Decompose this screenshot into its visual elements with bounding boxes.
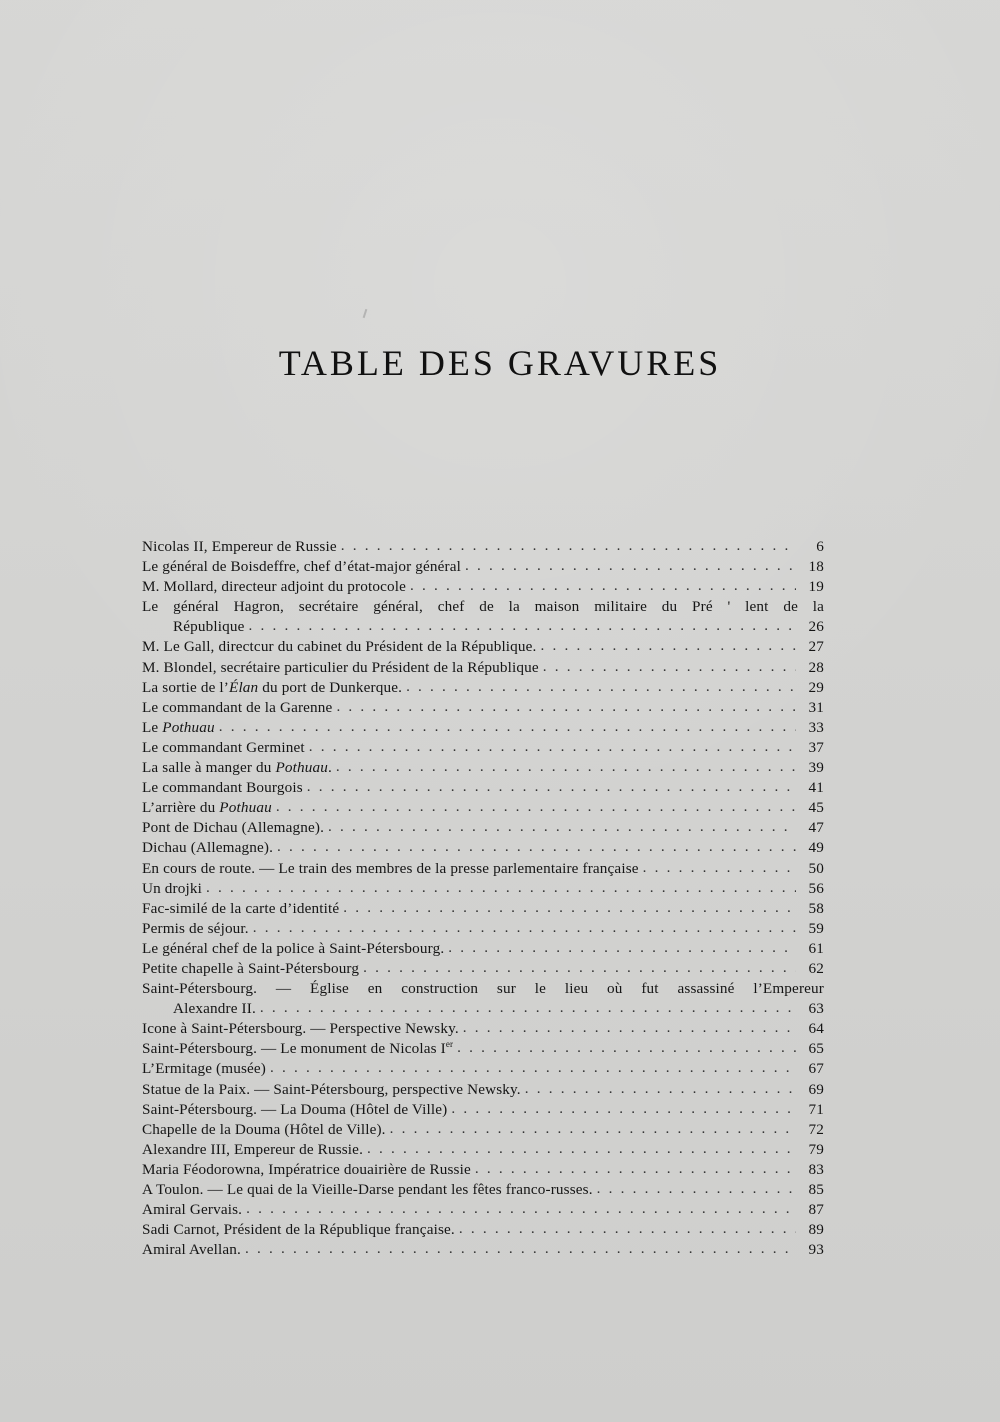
- toc-entry: [142, 758, 824, 778]
- page-number: 59: [808, 919, 824, 937]
- entry-title-prefix: Saint-Pétersbourg. — Le monument de Nicolas I: [142, 1040, 446, 1058]
- toc-entry: [142, 1160, 824, 1180]
- entry-title: Amiral Avellan.: [142, 1241, 241, 1259]
- entry-title: Petite chapelle à Saint-Pétersbourg: [142, 959, 360, 977]
- ship-name: Pothuau: [219, 799, 272, 817]
- page-number: 50: [808, 859, 824, 877]
- toc-entry: [142, 1140, 824, 1160]
- page-number: 65: [808, 1040, 824, 1058]
- toc-entry: [142, 798, 824, 818]
- entry-title: Alexandre III, Empereur de Russie.: [142, 1140, 364, 1158]
- superscript: er: [445, 1039, 454, 1050]
- entry-title-line-2: Alexandre II.: [173, 1000, 256, 1018]
- paper-mark: [363, 309, 368, 318]
- entry-title: Statue de la Paix. — Saint-Pétersbourg, perspective Newsky.: [142, 1080, 521, 1098]
- entry-title: Icone à Saint-Pétersbourg. — Perspective Newsky.: [142, 1020, 459, 1038]
- entry-title: Le commandant Germinet: [142, 738, 305, 756]
- entry-title: [142, 678, 402, 698]
- dot-leader: [270, 1058, 796, 1078]
- toc-entry: [142, 899, 824, 919]
- entry-title: Dichau (Allemagne).: [142, 839, 274, 857]
- dot-leader: [249, 616, 796, 636]
- page-number: 37: [808, 738, 824, 756]
- page-number: 28: [808, 658, 824, 676]
- entry-title: Sadi Carnot, Président de la République française.: [142, 1221, 455, 1239]
- dot-leader: [457, 1038, 796, 1058]
- dot-leader: [245, 1239, 796, 1259]
- dot-leader: [253, 918, 796, 938]
- page-number: 33: [808, 718, 824, 736]
- toc-entry: [142, 1220, 824, 1240]
- page-number: 61: [808, 939, 824, 957]
- dot-leader: [543, 657, 796, 677]
- entry-title-suffix: du port de Dunkerque.: [258, 678, 403, 696]
- page-number: 18: [808, 558, 824, 576]
- page-number: 39: [808, 759, 824, 777]
- entry-title-suffix: .: [327, 759, 332, 777]
- page-number: 93: [808, 1241, 824, 1259]
- entry-title-line-1: Saint-Pétersbourg. — Église en construction sur le lieu où fut assassiné l’Empereur: [142, 980, 824, 998]
- page-number: 89: [808, 1221, 824, 1239]
- dot-leader: [465, 556, 796, 576]
- toc-entry: [142, 838, 824, 858]
- dot-leader: [451, 1099, 796, 1119]
- dot-leader: [410, 576, 796, 596]
- toc-entry: [142, 1039, 824, 1059]
- dot-leader: [463, 1018, 796, 1038]
- dot-leader: [406, 677, 796, 697]
- entry-title: Amiral Gervais.: [142, 1201, 243, 1219]
- toc-entry: [142, 1100, 824, 1120]
- ship-name: Pothuau: [275, 759, 328, 777]
- toc-entry: [142, 939, 824, 959]
- toc-entry: [142, 1019, 824, 1039]
- entry-title: Le commandant Bourgois: [142, 779, 303, 797]
- entry-title: Saint-Pétersbourg. — La Douma (Hôtel de Ville): [142, 1100, 448, 1118]
- dot-leader: [363, 958, 796, 978]
- table-of-engravings: [142, 537, 824, 1260]
- page-number: 19: [808, 578, 824, 596]
- dot-leader: [643, 858, 796, 878]
- page-number: 31: [808, 698, 824, 716]
- dot-leader: [219, 717, 796, 737]
- toc-entry: [142, 959, 824, 979]
- entry-title: [142, 798, 272, 818]
- page-number: 41: [808, 779, 824, 797]
- page-title: TABLE DES GRAVURES: [278, 343, 722, 384]
- page-number: 29: [808, 678, 824, 696]
- entry-title: Pont de Dichau (Allemagne).: [142, 819, 325, 837]
- toc-entry: [142, 658, 824, 678]
- toc-entry: [142, 557, 824, 577]
- dot-leader: [343, 898, 796, 918]
- dot-leader: [597, 1179, 796, 1199]
- page-number: 71: [808, 1100, 824, 1118]
- toc-entry: [142, 919, 824, 939]
- dot-leader: [525, 1079, 796, 1099]
- dot-leader: [260, 998, 796, 1018]
- toc-entry: [142, 1080, 824, 1100]
- toc-entry: [142, 778, 824, 798]
- page-number: 85: [808, 1181, 824, 1198]
- toc-entry: [142, 879, 824, 899]
- page-number: 47: [808, 819, 824, 837]
- page-number: 64: [808, 1020, 824, 1038]
- ship-name: Élan: [229, 678, 259, 696]
- page-number: 67: [808, 1060, 824, 1078]
- entry-title-prefix: Le: [142, 718, 163, 736]
- entry-title: [142, 718, 215, 738]
- entry-title: Le commandant de la Garenne: [142, 698, 333, 716]
- page-number: 83: [808, 1160, 824, 1178]
- toc-entry: [142, 678, 824, 698]
- dot-leader: [341, 536, 796, 556]
- dot-leader: [206, 878, 796, 898]
- page-number: 79: [808, 1140, 824, 1158]
- toc-entry: [142, 1059, 824, 1079]
- dot-leader: [367, 1139, 796, 1159]
- dot-leader: [336, 697, 796, 717]
- page-number: 6: [816, 538, 824, 555]
- entry-title-prefix: La salle à manger du: [142, 759, 276, 777]
- toc-entry: [142, 979, 824, 1019]
- entry-title: Un drojki: [142, 879, 202, 897]
- entry-title: Chapelle de la Douma (Hôtel de Ville).: [142, 1120, 386, 1138]
- ship-name: Pothuau: [162, 718, 215, 736]
- entry-title: Le général de Boisdeffre, chef d’état-major général: [142, 558, 461, 576]
- dot-leader: [336, 757, 796, 777]
- entry-title: L’Ermitage (musée): [142, 1060, 267, 1078]
- toc-entry: [142, 637, 824, 657]
- entry-title: Nicolas II, Empereur de Russie: [142, 538, 337, 555]
- entry-title: M. Blondel, secrétaire particulier du Président de la République: [142, 658, 539, 676]
- dot-leader: [309, 737, 796, 757]
- page-number: 69: [808, 1080, 824, 1098]
- dot-leader: [541, 636, 796, 656]
- toc-entry: [142, 537, 824, 557]
- toc-entry: [142, 1180, 824, 1200]
- page-number: 27: [808, 638, 824, 656]
- dot-leader: [246, 1199, 796, 1219]
- dot-leader: [459, 1219, 796, 1239]
- entry-title: Le général chef de la police à Saint-Pétersbourg.: [142, 939, 445, 957]
- page-number: 26: [808, 618, 824, 636]
- dot-leader: [475, 1159, 796, 1179]
- entry-title: [142, 1039, 453, 1059]
- page-number: 63: [808, 1000, 824, 1018]
- page-number: 72: [808, 1120, 824, 1138]
- dot-leader: [448, 938, 796, 958]
- entry-title: Fac-similé de la carte d’identité: [142, 899, 340, 917]
- dot-leader: [277, 837, 796, 857]
- entry-title: En cours de route. — Le train des membres de la presse parlementaire française: [142, 859, 639, 877]
- page-number: 49: [808, 839, 824, 857]
- entry-title-prefix: L’arrière du: [142, 799, 220, 817]
- toc-entry: [142, 859, 824, 879]
- entry-title: M. Le Gall, directcur du cabinet du Président de la République.: [142, 638, 537, 656]
- entry-title-line-2: République: [173, 618, 245, 636]
- entry-title-prefix: La sortie de l’: [142, 678, 230, 696]
- toc-entry: [142, 818, 824, 838]
- toc-entry: [142, 698, 824, 718]
- entry-title: A Toulon. — Le quai de la Vieille-Darse pendant les fêtes franco-russes.: [142, 1181, 593, 1198]
- entry-title: M. Mollard, directeur adjoint du protocole: [142, 578, 406, 596]
- page-number: 87: [808, 1201, 824, 1219]
- page-number: 56: [808, 879, 824, 897]
- toc-entry: [142, 1240, 824, 1260]
- entry-title-line-1: Le général Hagron, secrétaire général, chef de la maison militaire du Pré ' lent de la: [142, 598, 824, 616]
- toc-entry: [142, 577, 824, 597]
- toc-entry: [142, 597, 824, 637]
- entry-title: [142, 758, 332, 778]
- dot-leader: [390, 1119, 796, 1139]
- entry-title: Permis de séjour.: [142, 919, 249, 937]
- page-number: 62: [808, 959, 824, 977]
- dot-leader: [276, 797, 796, 817]
- toc-entry: [142, 1120, 824, 1140]
- entry-title: Maria Féodorowna, Impératrice douairière de Russie: [142, 1160, 471, 1178]
- toc-entry: [142, 1200, 824, 1220]
- dot-leader: [328, 817, 796, 837]
- toc-entry: [142, 718, 824, 738]
- dot-leader: [307, 777, 796, 797]
- page-number: 58: [808, 899, 824, 917]
- toc-entry: [142, 738, 824, 758]
- page-number: 45: [808, 799, 824, 817]
